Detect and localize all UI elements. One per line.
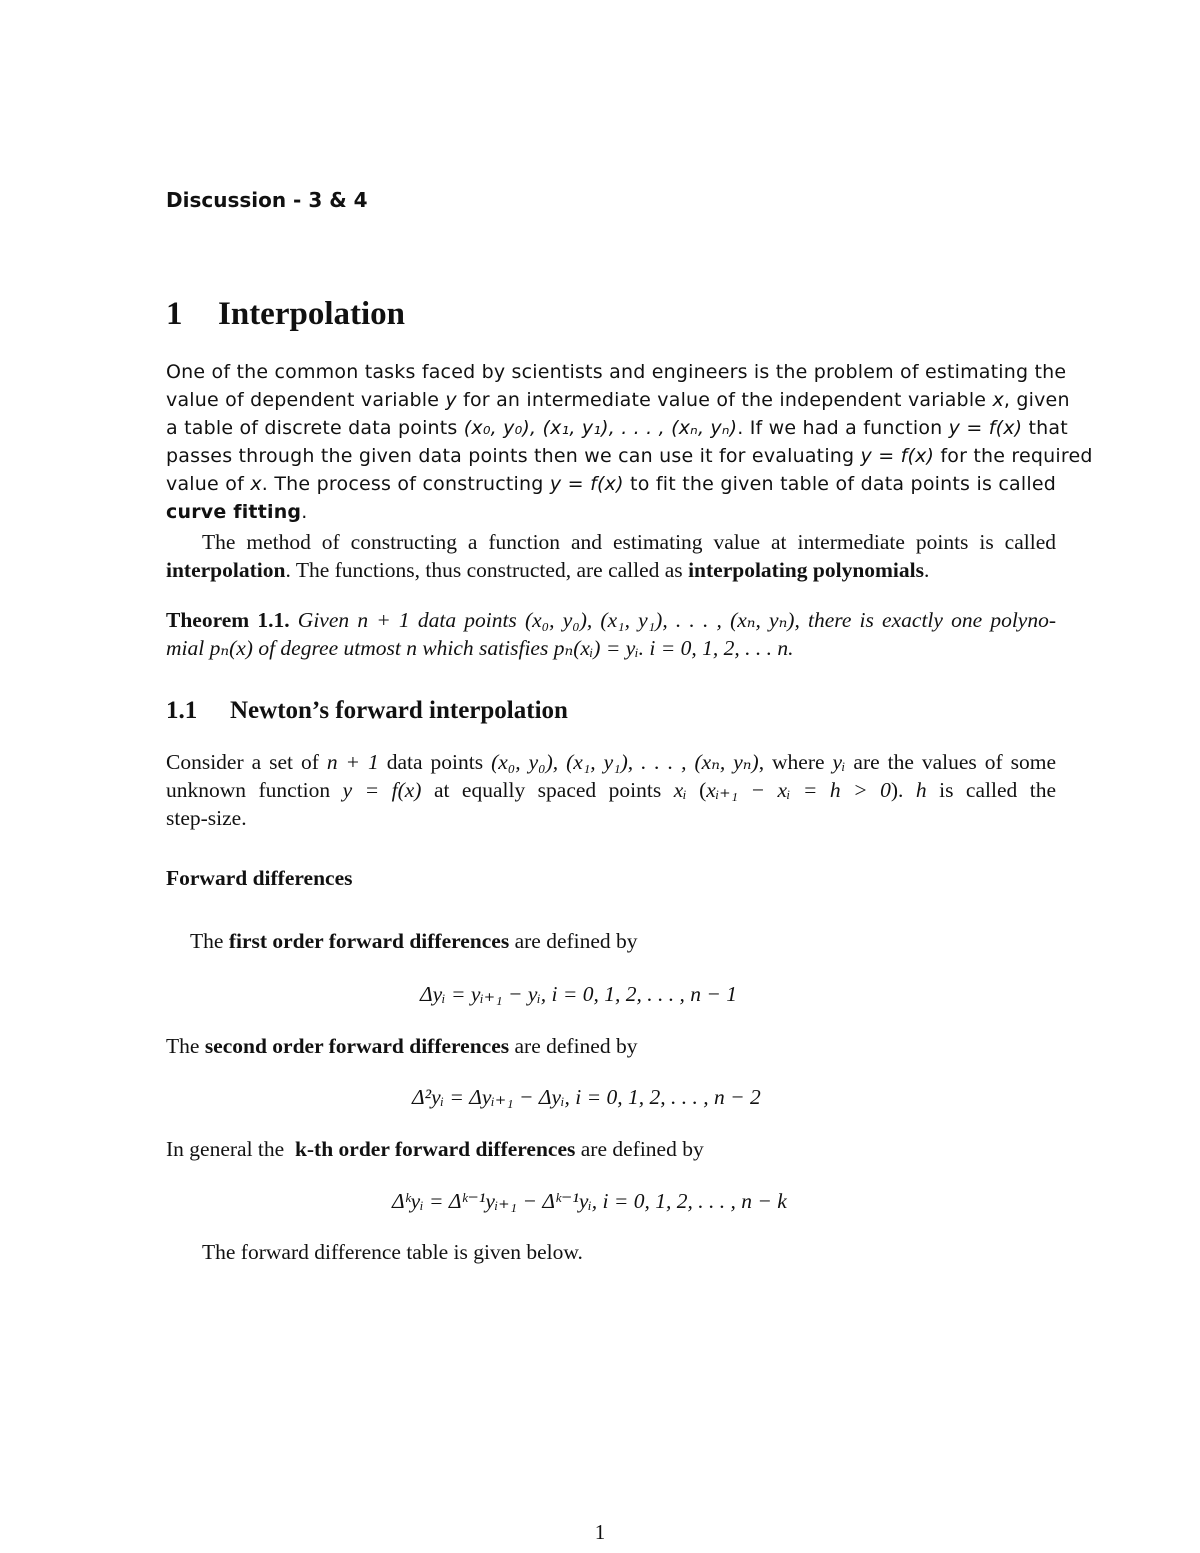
table-note: The forward difference table is given below. — [202, 1240, 583, 1264]
subsection-heading — [166, 697, 568, 725]
intro-line-4: passes through the given data points then we can use it for evaluating y = f(x) for the required — [166, 445, 1093, 467]
section-number: 1 — [166, 296, 183, 332]
kth-order-intro: In general the k-th order forward differences are defined by — [166, 1137, 704, 1161]
equation-kth-order: Δᵏyᵢ = Δᵏ⁻¹yᵢ₊₁ − Δᵏ⁻¹yᵢ, i = 0, 1, 2, . . . , n − k — [392, 1189, 787, 1213]
term-interpolation: interpolation — [166, 558, 286, 582]
term-kth-order: k-th order forward differences — [294, 1137, 576, 1161]
term-curve-fitting: curve fitting — [166, 501, 302, 523]
term-interpolating-polynomials: interpolating polynomials — [688, 558, 924, 582]
interp-line-1: The method of constructing a function and estimating value at intermediate points is called — [202, 530, 1056, 554]
equation-first-order: Δyᵢ = yᵢ₊₁ − yᵢ, i = 0, 1, 2, . . . , n − 1 — [420, 982, 738, 1006]
theorem-label: Theorem 1.1. — [166, 608, 290, 632]
term-first-order: first order forward differences — [228, 929, 510, 953]
page-number: 1 — [594, 1520, 606, 1544]
intro-line-3: a table of discrete data points (x₀, y₀), (x₁, y₁), . . . , (xₙ, yₙ). If we had a function y = f(x) that — [166, 417, 1068, 439]
section-title: Interpolation — [218, 296, 406, 332]
equation-second-order: Δ²yᵢ = Δyᵢ₊₁ − Δyᵢ, i = 0, 1, 2, . . . , n − 2 — [412, 1085, 761, 1109]
intro-line-1: One of the common tasks faced by scientists and engineers is the problem of estimating the — [166, 361, 1067, 383]
theorem-line-1: Theorem 1.1. Given n + 1 data points (x₀, y₀), (x₁, y₁), . . . , (xₙ, yₙ), there is exactly one polyno- — [166, 608, 1056, 632]
theorem-line-2: mial pₙ(x) of degree utmost n which satisfies pₙ(xᵢ) = yᵢ. i = 0, 1, 2, . . . n. — [166, 636, 794, 660]
first-order-intro: The first order forward differences are defined by — [190, 929, 638, 953]
subsection-title: Newton’s forward interpolation — [230, 697, 568, 724]
interpolation-paragraph — [166, 528, 1056, 584]
term-second-order: second order forward differences — [204, 1034, 510, 1058]
theorem-1-1 — [166, 606, 1056, 662]
newton-paragraph — [166, 748, 1056, 832]
newton-line-2: unknown function y = f(x) at equally spaced points xᵢ (xᵢ₊₁ − xᵢ = h > 0). h is called the — [166, 778, 1056, 802]
intro-line-2: value of dependent variable y for an intermediate value of the independent variable x, given — [166, 389, 1070, 411]
intro-paragraph — [166, 358, 1093, 526]
intro-line-6: curve fitting. — [166, 501, 308, 523]
interp-line-2: interpolation. The functions, thus constructed, are called as interpolating polynomials. — [166, 558, 930, 582]
intro-line-5: value of x. The process of constructing y = f(x) to fit the given table of data points is called — [166, 473, 1056, 495]
section-heading — [166, 296, 405, 333]
newton-line-3: step-size. — [166, 806, 247, 830]
document-header-label: Discussion - 3 & 4 — [166, 188, 368, 212]
newton-line-1: Consider a set of n + 1 data points (x₀, y₀), (x₁, y₁), . . . , (xₙ, yₙ), where yᵢ are the values of some — [166, 750, 1057, 774]
subsection-number: 1.1 — [166, 697, 198, 724]
second-order-intro: The second order forward differences are defined by — [166, 1034, 638, 1058]
forward-differences-heading: Forward differences — [166, 866, 353, 890]
